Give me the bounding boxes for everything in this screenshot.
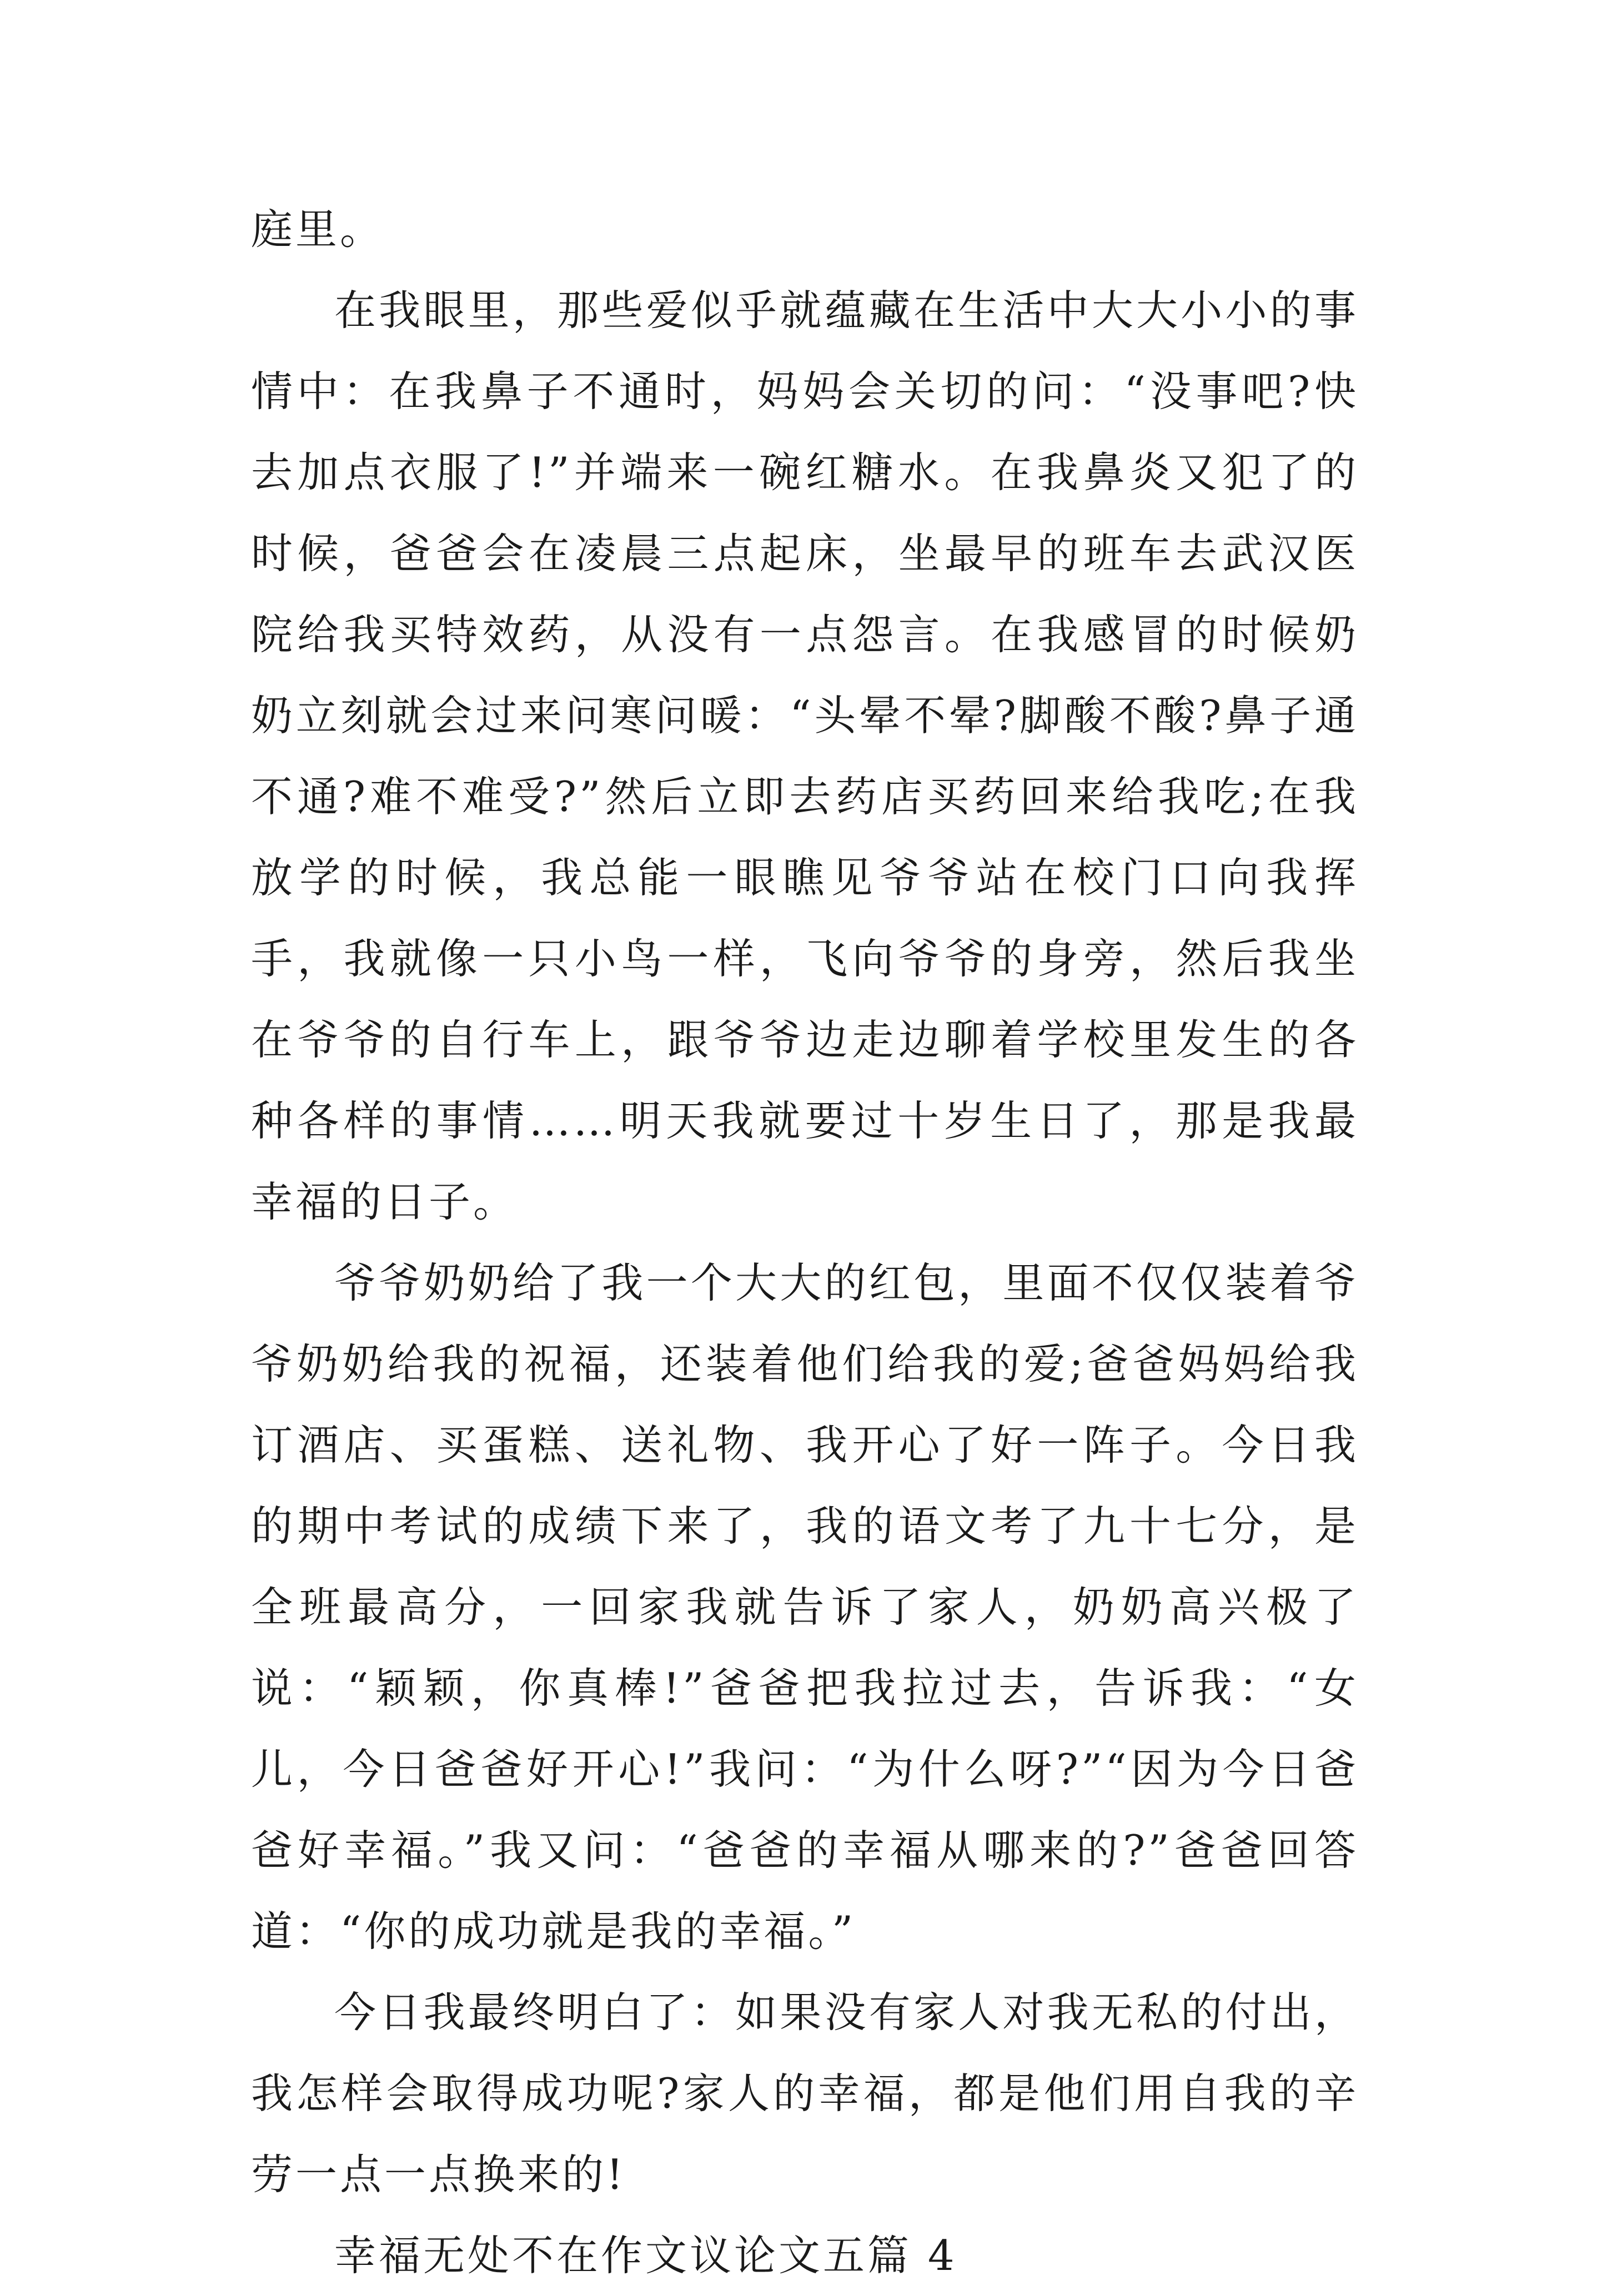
paragraph-birthday-and-exam: 爷爷奶奶给了我一个大大的红包，里面不仅仅装着爷爷奶奶给我的祝福，还装着他们给我的爱;爸爸妈妈给我订酒店、买蛋糕、送礼物、我开心了好一阵子。今日我的期中考试的成绩下来了，我的语文考了九十七分，是全班最高分，一回家我就告诉了家人，奶奶高兴极了说：“颖颖，你真棒!”爸爸把我拉过去，告诉我：“女儿，今日爸爸好开心!”我问：“为什么呀?”“因为今日爸爸好幸福。”我又问：“爸爸的幸福从哪来的?”爸爸回答道：“你的成功就是我的幸福。” [251,1258,1359,1956]
document-body [251,189,1359,2296]
paragraph-continuation: 庭里。 [251,205,385,254]
paragraph-love-in-daily-life: 在我眼里，那些爱似乎就蕴藏在生活中大大小小的事情中：在我鼻子不通时，妈妈会关切的问：“没事吧?快去加点衣服了!”并端来一碗红糖水。在我鼻炎又犯了的时候，爸爸会在凌晨三点起床，坐最早的班车去武汉医院给我买特效药，从没有一点怨言。在我感冒的时候奶奶立刻就会过来问寒问暖：“头晕不晕?脚酸不酸?鼻子通不通?难不难受?”然后立即去药店买药回来给我吃;在我放学的时候，我总能一眼瞧见爷爷站在校门口向我挥手，我就像一只小鸟一样，飞向爷爷的身旁，然后我坐在爷爷的自行车上，跟爷爷边走边聊着学校里发生的各种各样的事情……明天我就要过十岁生日了，那是我最幸福的日子。 [251,286,1359,1226]
section-heading: 幸福无处不在作文议论文五篇 4 [334,2231,957,2280]
paragraph-conclusion: 今日我最终明白了：如果没有家人对我无私的付出，我怎样会取得成功呢?家人的幸福，都是他们用自我的辛劳一点一点换来的! [251,1988,1359,2199]
